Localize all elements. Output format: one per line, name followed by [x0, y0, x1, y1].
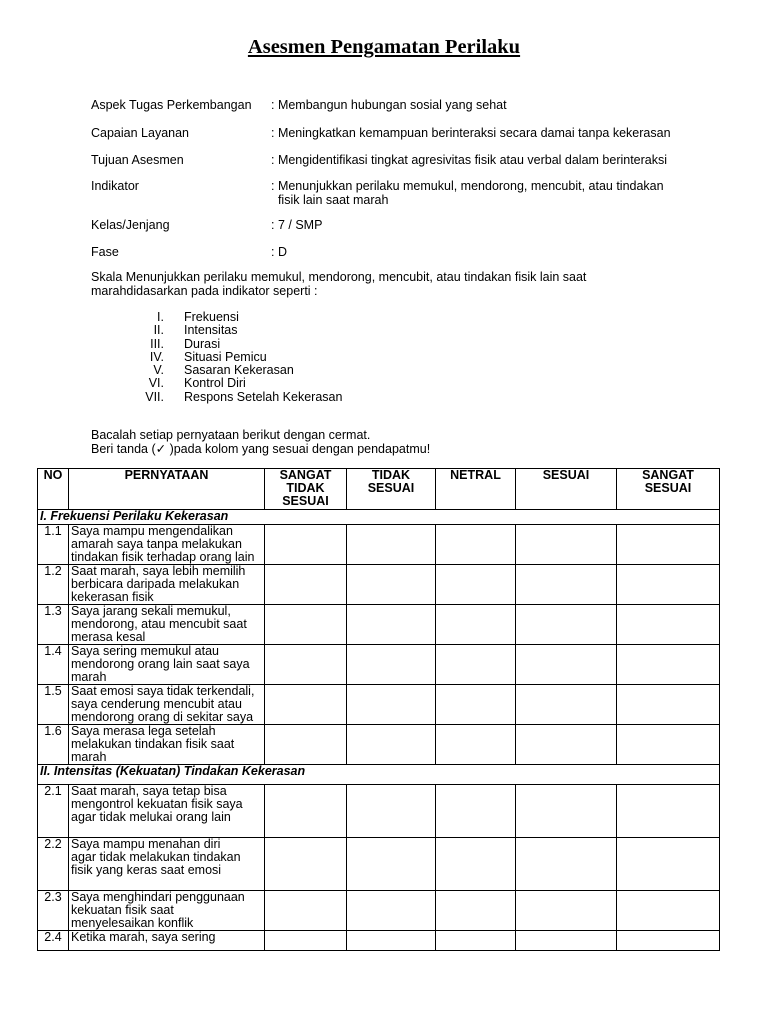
answer-cell-sesuai[interactable]: [516, 785, 617, 838]
answer-cell-sangat-tidak-sesuai[interactable]: [265, 725, 347, 765]
answer-cell-sangat-sesuai[interactable]: [617, 725, 720, 765]
row-number: 2.4: [38, 931, 69, 951]
header-sangat-sesuai: SANGAT SESUAI: [617, 469, 720, 510]
statement-cell: Saya sering memukul atau mendorong orang lain saat saya marah: [69, 645, 265, 685]
answer-cell-netral[interactable]: [436, 785, 516, 838]
answer-cell-sangat-tidak-sesuai[interactable]: [265, 605, 347, 645]
criteria-label: Sasaran Kekerasan: [184, 363, 294, 378]
row-number: 1.4: [38, 645, 69, 685]
answer-cell-sangat-sesuai[interactable]: [617, 645, 720, 685]
table-row: [38, 605, 720, 645]
criteria-label: Respons Setelah Kekerasan: [184, 389, 343, 404]
meta-label: Fase: [91, 245, 119, 259]
section-title: II. Intensitas (Kekuatan) Tindakan Kekerasan: [38, 765, 720, 785]
meta-value: : D: [271, 245, 287, 259]
answer-cell-netral[interactable]: [436, 645, 516, 685]
statement-cell: Saat marah, saya lebih memilih berbicara daripada melakukan kekerasan fisik: [69, 565, 265, 605]
answer-cell-sangat-tidak-sesuai[interactable]: [265, 838, 347, 891]
statement-cell: Saya mampu mengendalikan amarah saya tanpa melakukan tindakan fisik terhadap orang lain: [69, 525, 265, 565]
answer-cell-netral[interactable]: [436, 891, 516, 931]
meta-value: : Meningkatkan kemampuan berinteraksi secara damai tanpa kekerasan: [271, 126, 671, 140]
criteria-label: Intensitas: [184, 323, 238, 338]
answer-cell-sangat-tidak-sesuai[interactable]: [265, 785, 347, 838]
criteria-numeral: I.: [157, 310, 164, 324]
meta-label: Kelas/Jenjang: [91, 218, 170, 232]
answer-cell-sangat-tidak-sesuai[interactable]: [265, 645, 347, 685]
answer-cell-netral[interactable]: [436, 838, 516, 891]
answer-cell-sangat-sesuai[interactable]: [617, 891, 720, 931]
section-title: I. Frekuensi Perilaku Kekerasan: [38, 510, 720, 525]
instruction-line: Beri tanda (✓ )pada kolom yang sesuai dengan pendapatmu!: [91, 441, 431, 456]
table-row: [38, 891, 720, 931]
answer-cell-sesuai[interactable]: [516, 931, 617, 951]
table-row: [38, 565, 720, 605]
statement-cell: Saya menghindari penggunaan kekuatan fisik saat menyelesaikan konflik: [69, 891, 265, 931]
criteria-label: Frekuensi: [184, 310, 239, 324]
section-row: [38, 510, 720, 525]
answer-cell-tidak-sesuai[interactable]: [347, 645, 436, 685]
statement-cell: Saya jarang sekali memukul, mendorong, atau mencubit saat merasa kesal: [69, 605, 265, 645]
criteria-numeral: II.: [153, 323, 164, 338]
criteria-numeral: VI.: [148, 376, 164, 391]
answer-cell-sesuai[interactable]: [516, 565, 617, 605]
answer-cell-sesuai[interactable]: [516, 645, 617, 685]
table-row: [38, 931, 720, 951]
instructions: [91, 429, 430, 456]
document-title: Asesmen Pengamatan Perilaku: [247, 36, 521, 58]
header-pernyataan: PERNYATAAN: [69, 469, 265, 510]
answer-cell-sesuai[interactable]: [516, 525, 617, 565]
answer-cell-netral[interactable]: [436, 525, 516, 565]
answer-cell-tidak-sesuai[interactable]: [347, 605, 436, 645]
answer-cell-tidak-sesuai[interactable]: [347, 725, 436, 765]
meta-label: Capaian Layanan: [91, 126, 189, 140]
criteria-label: Durasi: [184, 336, 221, 351]
statement-cell: Saya mampu menahan diri agar tidak melakukan tindakan fisik yang keras saat emosi: [69, 838, 265, 891]
answer-cell-sangat-sesuai[interactable]: [617, 525, 720, 565]
row-number: 1.6: [38, 725, 69, 765]
criteria-label: Kontrol Diri: [184, 376, 246, 391]
answer-cell-sesuai[interactable]: [516, 838, 617, 891]
answer-cell-sangat-sesuai[interactable]: [617, 785, 720, 838]
meta-value: : Mengidentifikasi tingkat agresivitas fisik atau verbal dalam berinteraksi: [271, 153, 668, 167]
row-number: 2.3: [38, 891, 69, 931]
header-no: NO: [38, 469, 69, 510]
answer-cell-tidak-sesuai[interactable]: [347, 891, 436, 931]
criteria-numeral: III.: [150, 336, 164, 351]
header-netral: NETRAL: [436, 469, 516, 510]
answer-cell-tidak-sesuai[interactable]: [347, 931, 436, 951]
answer-cell-sangat-sesuai[interactable]: [617, 605, 720, 645]
table-row: [38, 645, 720, 685]
answer-cell-sangat-tidak-sesuai[interactable]: [265, 891, 347, 931]
answer-cell-sangat-tidak-sesuai[interactable]: [265, 685, 347, 725]
meta-label: Aspek Tugas Perkembangan: [91, 98, 252, 112]
criteria-numeral: IV.: [149, 349, 164, 364]
table-row: [38, 725, 720, 765]
meta-label: Indikator: [91, 179, 139, 193]
meta-value: : 7 / SMP: [271, 218, 323, 232]
table-row: [38, 838, 720, 891]
answer-cell-sangat-tidak-sesuai[interactable]: [265, 565, 347, 605]
answer-cell-tidak-sesuai[interactable]: [347, 838, 436, 891]
answer-cell-tidak-sesuai[interactable]: [347, 525, 436, 565]
answer-cell-sangat-sesuai[interactable]: [617, 838, 720, 891]
criteria-numeral: VII.: [145, 389, 164, 404]
answer-cell-netral[interactable]: [436, 685, 516, 725]
answer-cell-sangat-tidak-sesuai[interactable]: [265, 525, 347, 565]
table-row: [38, 785, 720, 838]
answer-cell-tidak-sesuai[interactable]: [347, 785, 436, 838]
statement-cell: Saat marah, saya tetap bisa mengontrol kekuatan fisik saya agar tidak melukai orang lain: [69, 785, 265, 838]
meta-value: : Menunjukkan perilaku memukul, mendorong, mencubit, atau tindakan fisik lain saat marah: [271, 179, 664, 207]
answer-cell-sangat-sesuai[interactable]: [617, 685, 720, 725]
statement-cell: Saya merasa lega setelah melakukan tindakan fisik saat marah: [69, 725, 265, 765]
table-row: [38, 685, 720, 725]
answer-cell-sesuai[interactable]: [516, 891, 617, 931]
instruction-line: Bacalah setiap pernyataan berikut dengan cermat.: [91, 428, 371, 442]
scale-description: Skala Menunjukkan perilaku memukul, mendorong, mencubit, atau tindakan fisik lain saat marahdidasarkan pada indikator seperti :: [91, 270, 587, 298]
answer-cell-sangat-sesuai[interactable]: [617, 565, 720, 605]
row-number: 1.2: [38, 565, 69, 605]
answer-cell-sangat-tidak-sesuai[interactable]: [265, 931, 347, 951]
table-row: [38, 525, 720, 565]
row-number: 2.2: [38, 838, 69, 891]
answer-cell-netral[interactable]: [436, 605, 516, 645]
answer-cell-netral[interactable]: [436, 565, 516, 605]
answer-cell-netral[interactable]: [436, 725, 516, 765]
answer-cell-sesuai[interactable]: [516, 605, 617, 645]
answer-cell-sangat-sesuai[interactable]: [617, 931, 720, 951]
criteria-numeral: V.: [153, 363, 164, 378]
answer-cell-tidak-sesuai[interactable]: [347, 565, 436, 605]
section-row: [38, 765, 720, 785]
answer-cell-netral[interactable]: [436, 931, 516, 951]
statement-cell: Saat emosi saya tidak terkendali, saya cenderung mencubit atau mendorong orang di sekitar saya: [69, 685, 265, 725]
table-header-row: [38, 469, 720, 510]
assessment-table: [37, 468, 720, 951]
meta-label: Tujuan Asesmen: [91, 153, 184, 167]
row-number: 2.1: [38, 785, 69, 838]
row-number: 1.3: [38, 605, 69, 645]
row-number: 1.1: [38, 525, 69, 565]
header-sesuai: SESUAI: [516, 469, 617, 510]
answer-cell-sesuai[interactable]: [516, 725, 617, 765]
answer-cell-tidak-sesuai[interactable]: [347, 685, 436, 725]
statement-cell: Ketika marah, saya sering: [69, 931, 265, 951]
row-number: 1.5: [38, 685, 69, 725]
header-tidak-sesuai: TIDAK SESUAI: [347, 469, 436, 510]
criteria-label: Situasi Pemicu: [184, 349, 267, 364]
meta-value: : Membangun hubungan sosial yang sehat: [271, 98, 507, 112]
header-sangat-tidak-sesuai: SANGAT TIDAK SESUAI: [265, 469, 347, 510]
answer-cell-sesuai[interactable]: [516, 685, 617, 725]
